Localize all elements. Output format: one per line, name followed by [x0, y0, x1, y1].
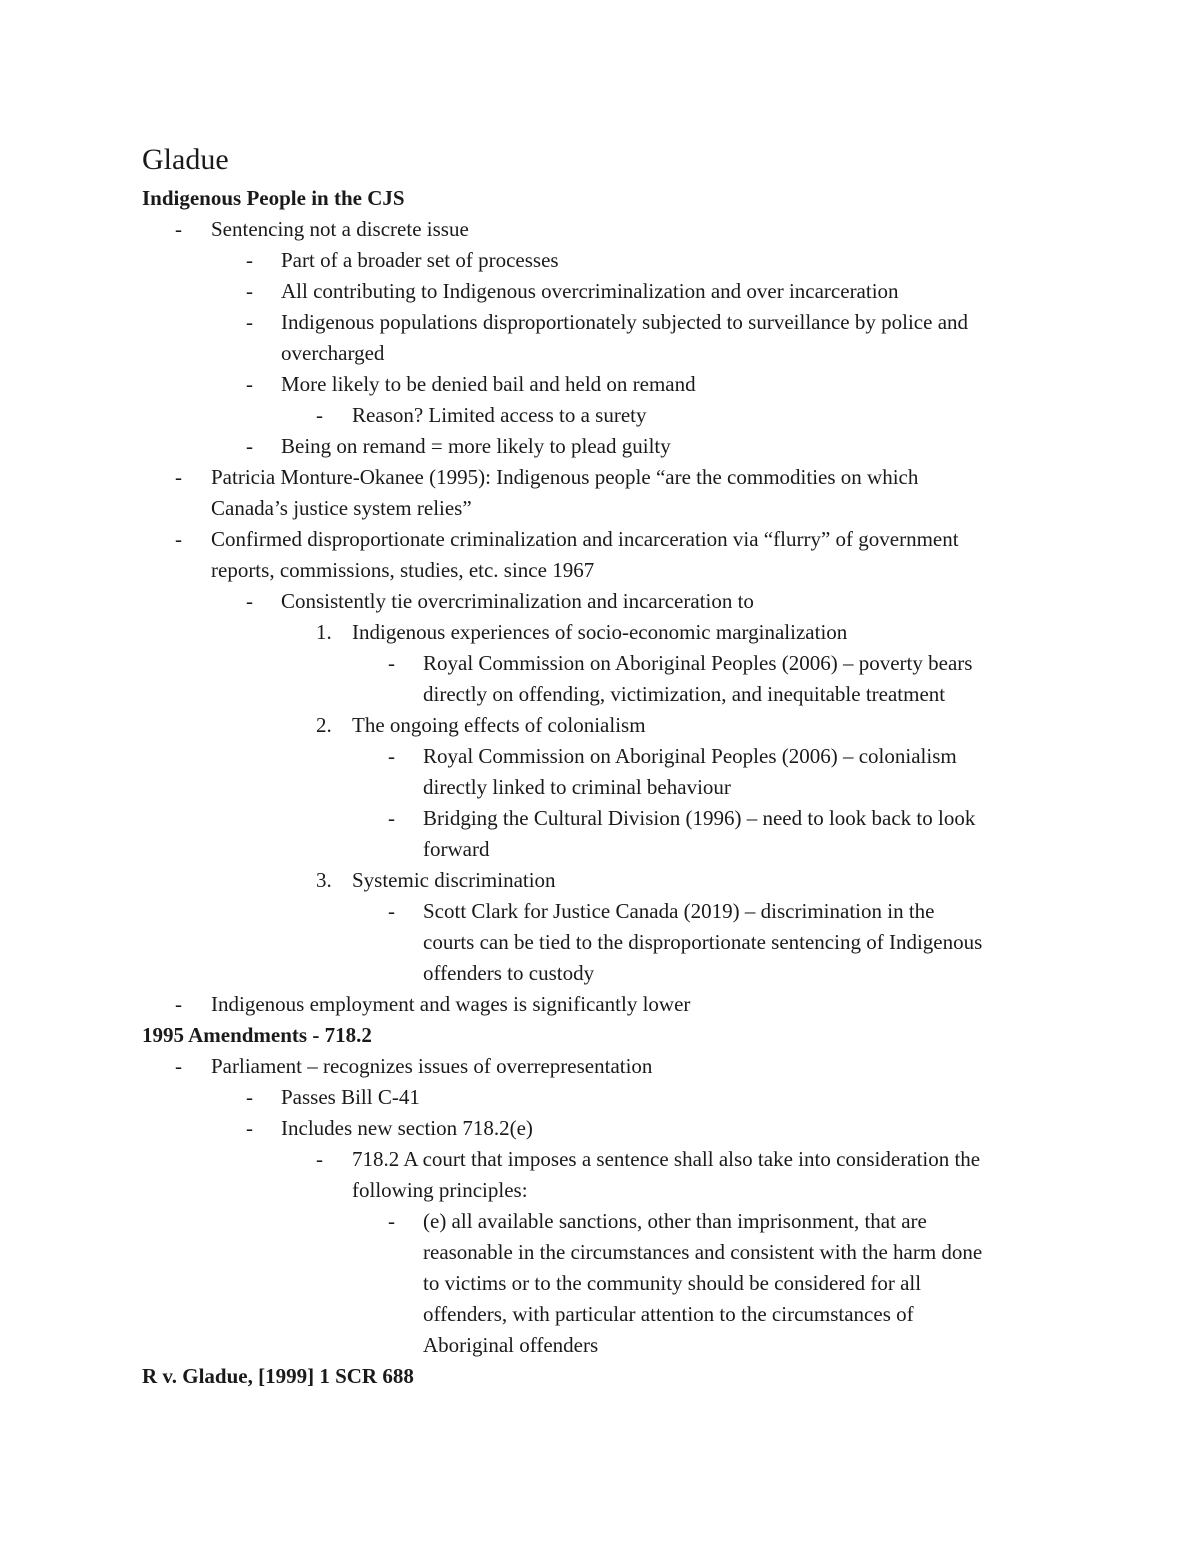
list-item-text: Canada’s justice system relies”: [211, 496, 472, 520]
list-item-continuation: [142, 555, 1082, 586]
list-item-text: Being on remand = more likely to plead guilty: [281, 434, 671, 458]
list-item-continuation: [142, 927, 1082, 958]
list-item: [142, 276, 1082, 307]
list-item-continuation: [142, 958, 1082, 989]
list-item-text: to victims or to the community should be considered for all: [423, 1271, 922, 1295]
list-item-continuation: [142, 834, 1082, 865]
list-item-text: Includes new section 718.2(e): [281, 1116, 533, 1140]
list-item-text: Systemic discrimination: [352, 868, 556, 892]
list-item: [142, 214, 1082, 245]
list-item: [142, 741, 1082, 772]
list-item: [142, 803, 1082, 834]
list-item-text: The ongoing effects of colonialism: [352, 713, 646, 737]
list-item-text: reasonable in the circumstances and consistent with the harm done: [423, 1240, 983, 1264]
section-heading: Indigenous People in the CJS: [142, 186, 405, 210]
list-item: [142, 865, 1082, 896]
bullet-dash: -: [246, 310, 253, 334]
bullet-dash: -: [388, 1209, 395, 1233]
bullet-dash: -: [246, 1085, 253, 1109]
bullet-dash: -: [175, 217, 182, 241]
list-item-continuation: [142, 1330, 1082, 1361]
bullet-dash: -: [388, 744, 395, 768]
list-number: 3.: [316, 868, 332, 892]
list-item-text: Aboriginal offenders: [423, 1333, 599, 1357]
list-item-text: Royal Commission on Aboriginal Peoples (2006) – colonialism: [423, 744, 957, 768]
document-body: [142, 183, 1082, 1392]
list-item-text: reports, commissions, studies, etc. since 1967: [211, 558, 595, 582]
list-item: [142, 896, 1082, 927]
list-item-text: Scott Clark for Justice Canada (2019) – discrimination in the: [423, 899, 935, 923]
bullet-dash: -: [246, 279, 253, 303]
bullet-dash: -: [175, 1054, 182, 1078]
list-item-text: Indigenous experiences of socio-economic marginalization: [352, 620, 848, 644]
list-item: [142, 586, 1082, 617]
list-item-text: offenders, with particular attention to the circumstances of: [423, 1302, 914, 1326]
list-item-text: Consistently tie overcriminalization and incarceration to: [281, 589, 754, 613]
list-item-text: Part of a broader set of processes: [281, 248, 559, 272]
list-number: 1.: [316, 620, 332, 644]
list-item: [142, 245, 1082, 276]
list-item-text: following principles:: [352, 1178, 528, 1202]
bullet-dash: -: [246, 248, 253, 272]
list-item-continuation: [142, 1175, 1082, 1206]
list-item-continuation: [142, 338, 1082, 369]
list-item: [142, 1206, 1082, 1237]
list-item: [142, 400, 1082, 431]
list-item-text: (e) all available sanctions, other than imprisonment, that are: [423, 1209, 927, 1233]
list-item-continuation: [142, 772, 1082, 803]
list-item-continuation: [142, 1268, 1082, 1299]
list-item: [142, 307, 1082, 338]
list-item: [142, 369, 1082, 400]
section-heading: R v. Gladue, [1999] 1 SCR 688: [142, 1364, 414, 1388]
list-item-continuation: [142, 1299, 1082, 1330]
section-heading: 1995 Amendments - 718.2: [142, 1023, 372, 1047]
list-item: [142, 462, 1082, 493]
list-item-text: forward: [423, 837, 490, 861]
list-item-text: All contributing to Indigenous overcriminalization and over incarceration: [281, 279, 899, 303]
list-item-text: Confirmed disproportionate criminalization and incarceration via “flurry” of government: [211, 527, 959, 551]
list-item-text: Reason? Limited access to a surety: [352, 403, 647, 427]
list-item-text: courts can be tied to the disproportionate sentencing of Indigenous: [423, 930, 983, 954]
list-item-text: Indigenous populations disproportionately subjected to surveillance by police and: [281, 310, 969, 334]
list-item: [142, 524, 1082, 555]
list-item-text: offenders to custody: [423, 961, 595, 985]
list-item-continuation: [142, 679, 1082, 710]
bullet-dash: -: [175, 527, 182, 551]
list-item: [142, 431, 1082, 462]
bullet-dash: -: [246, 589, 253, 613]
list-item: [142, 710, 1082, 741]
document-title: Gladue: [142, 143, 229, 176]
list-item-text: Patricia Monture-Okanee (1995): Indigenous people “are the commodities on which: [211, 465, 919, 489]
bullet-dash: -: [316, 403, 323, 427]
list-item-text: Royal Commission on Aboriginal Peoples (2006) – poverty bears: [423, 651, 973, 675]
list-item-text: directly linked to criminal behaviour: [423, 775, 731, 799]
bullet-dash: -: [246, 1116, 253, 1140]
list-number: 2.: [316, 713, 332, 737]
bullet-dash: -: [246, 434, 253, 458]
list-item: [142, 1144, 1082, 1175]
list-item-text: directly on offending, victimization, and inequitable treatment: [423, 682, 946, 706]
bullet-dash: -: [246, 372, 253, 396]
bullet-dash: -: [388, 806, 395, 830]
list-item-continuation: [142, 493, 1082, 524]
list-item-text: Parliament – recognizes issues of overrepresentation: [211, 1054, 653, 1078]
list-item: [142, 648, 1082, 679]
list-item-text: Indigenous employment and wages is significantly lower: [211, 992, 691, 1016]
bullet-dash: -: [175, 465, 182, 489]
list-item: [142, 1113, 1082, 1144]
list-item: [142, 1082, 1082, 1113]
list-item-text: Sentencing not a discrete issue: [211, 217, 469, 241]
list-item-text: Bridging the Cultural Division (1996) – need to look back to look: [423, 806, 976, 830]
bullet-dash: -: [175, 992, 182, 1016]
list-item-text: Passes Bill C-41: [281, 1085, 420, 1109]
list-item-text: More likely to be denied bail and held on remand: [281, 372, 696, 396]
list-item: [142, 1051, 1082, 1082]
list-item-continuation: [142, 1237, 1082, 1268]
list-item: [142, 617, 1082, 648]
list-item-text: 718.2 A court that imposes a sentence shall also take into consideration the: [352, 1147, 981, 1171]
bullet-dash: -: [316, 1147, 323, 1171]
bullet-dash: -: [388, 651, 395, 675]
list-item: [142, 989, 1082, 1020]
list-item-text: overcharged: [281, 341, 385, 365]
bullet-dash: -: [388, 899, 395, 923]
